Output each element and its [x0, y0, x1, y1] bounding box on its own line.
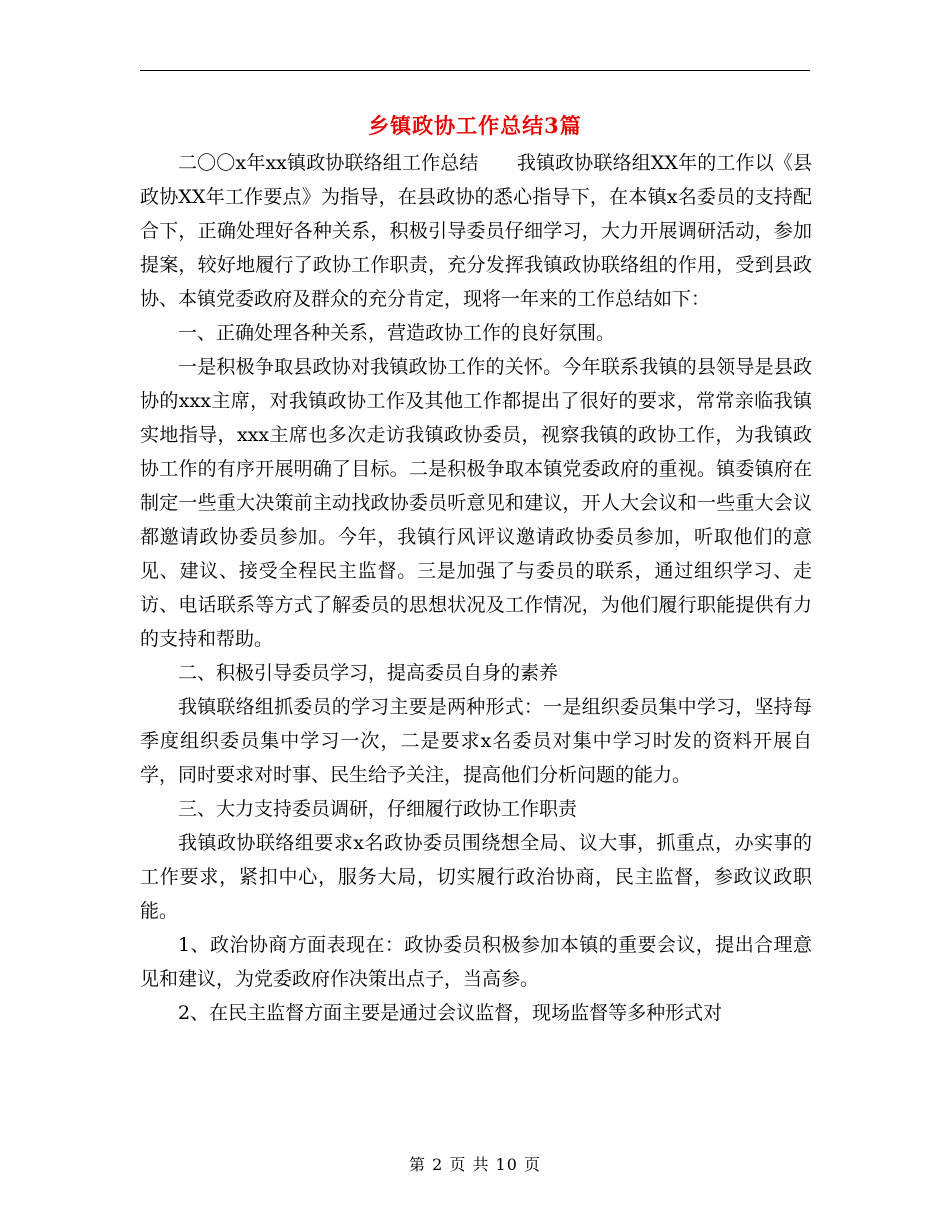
section-heading-2: 二、积极引导委员学习，提高委员自身的素养	[178, 662, 559, 684]
paragraph-item-1: 1、政治协商方面表现在：政协委员积极参加本镇的重要会议，提出合理意见和建议，为党委政府作决策出点子，当高参。	[140, 934, 812, 990]
paragraph-item-2: 2、在民主监督方面主要是通过会议监督，现场监督等多种形式对	[178, 1002, 723, 1024]
section-heading-3: 三、大力支持委员调研，仔细履行政协工作职责	[178, 798, 578, 820]
paragraph-section-1: 一是积极争取县政协对我镇政协工作的关怀。今年联系我镇的县领导是县政协的xxx主席，对我镇政协工作及其他工作都提出了很好的要求，常常亲临我镇实地指导，xxx主席也多次走访我镇政协委员，视察我镇的政协工作，为我镇政协工作的有序开展明确了目标。二是积极争取本镇党委政府的重视。镇委镇府在制定一些重大决策前主动找政协委员听意见和建议，开人大会议和一些重大会议都邀请政协委员参加。今年，我镇行风评议邀请政协委员参加，听取他们的意见、建议、接受全程民主监督。三是加强了与委员的联系，通过组织学习、走访、电话联系等方式了解委员的思想状况及工作情况，为他们履行职能提供有力的支持和帮助。	[140, 356, 812, 650]
document-body	[140, 146, 812, 1030]
paragraph-section-2: 我镇联络组抓委员的学习主要是两种形式：一是组织委员集中学习，坚持每季度组织委员集中学习一次，二是要求x名委员对集中学习时发的资料开展自学，同时要求对时事、民生给予关注，提高他们分析问题的能力。	[140, 696, 812, 786]
section-heading-1: 一、正确处理各种关系，营造政协工作的良好氛围。	[178, 322, 616, 344]
paragraph-intro: 二〇〇x年xx镇政协联络组工作总结 我镇政协联络组XX年的工作以《县政协XX年工作要点》为指导，在县政协的悉心指导下，在本镇x名委员的支持配合下，正确处理好各种关系，积极引导委员仔细学习，大力开展调研活动，参加提案，较好地履行了政协工作职责，充分发挥我镇政协联络组的作用，受到县政协、本镇党委政府及群众的充分肯定，现将一年来的工作总结如下：	[140, 152, 812, 310]
header-rule	[140, 70, 810, 71]
paragraph-section-3: 我镇政协联络组要求x名政协委员围绕想全局、议大事，抓重点，办实事的工作要求，紧扣中心，服务大局，切实履行政治协商，民主监督，参政议政职能。	[140, 832, 812, 922]
page-number-footer: 第 2 页 共 10 页	[409, 1155, 541, 1174]
document-title: 乡镇政协工作总结3篇	[368, 113, 582, 138]
